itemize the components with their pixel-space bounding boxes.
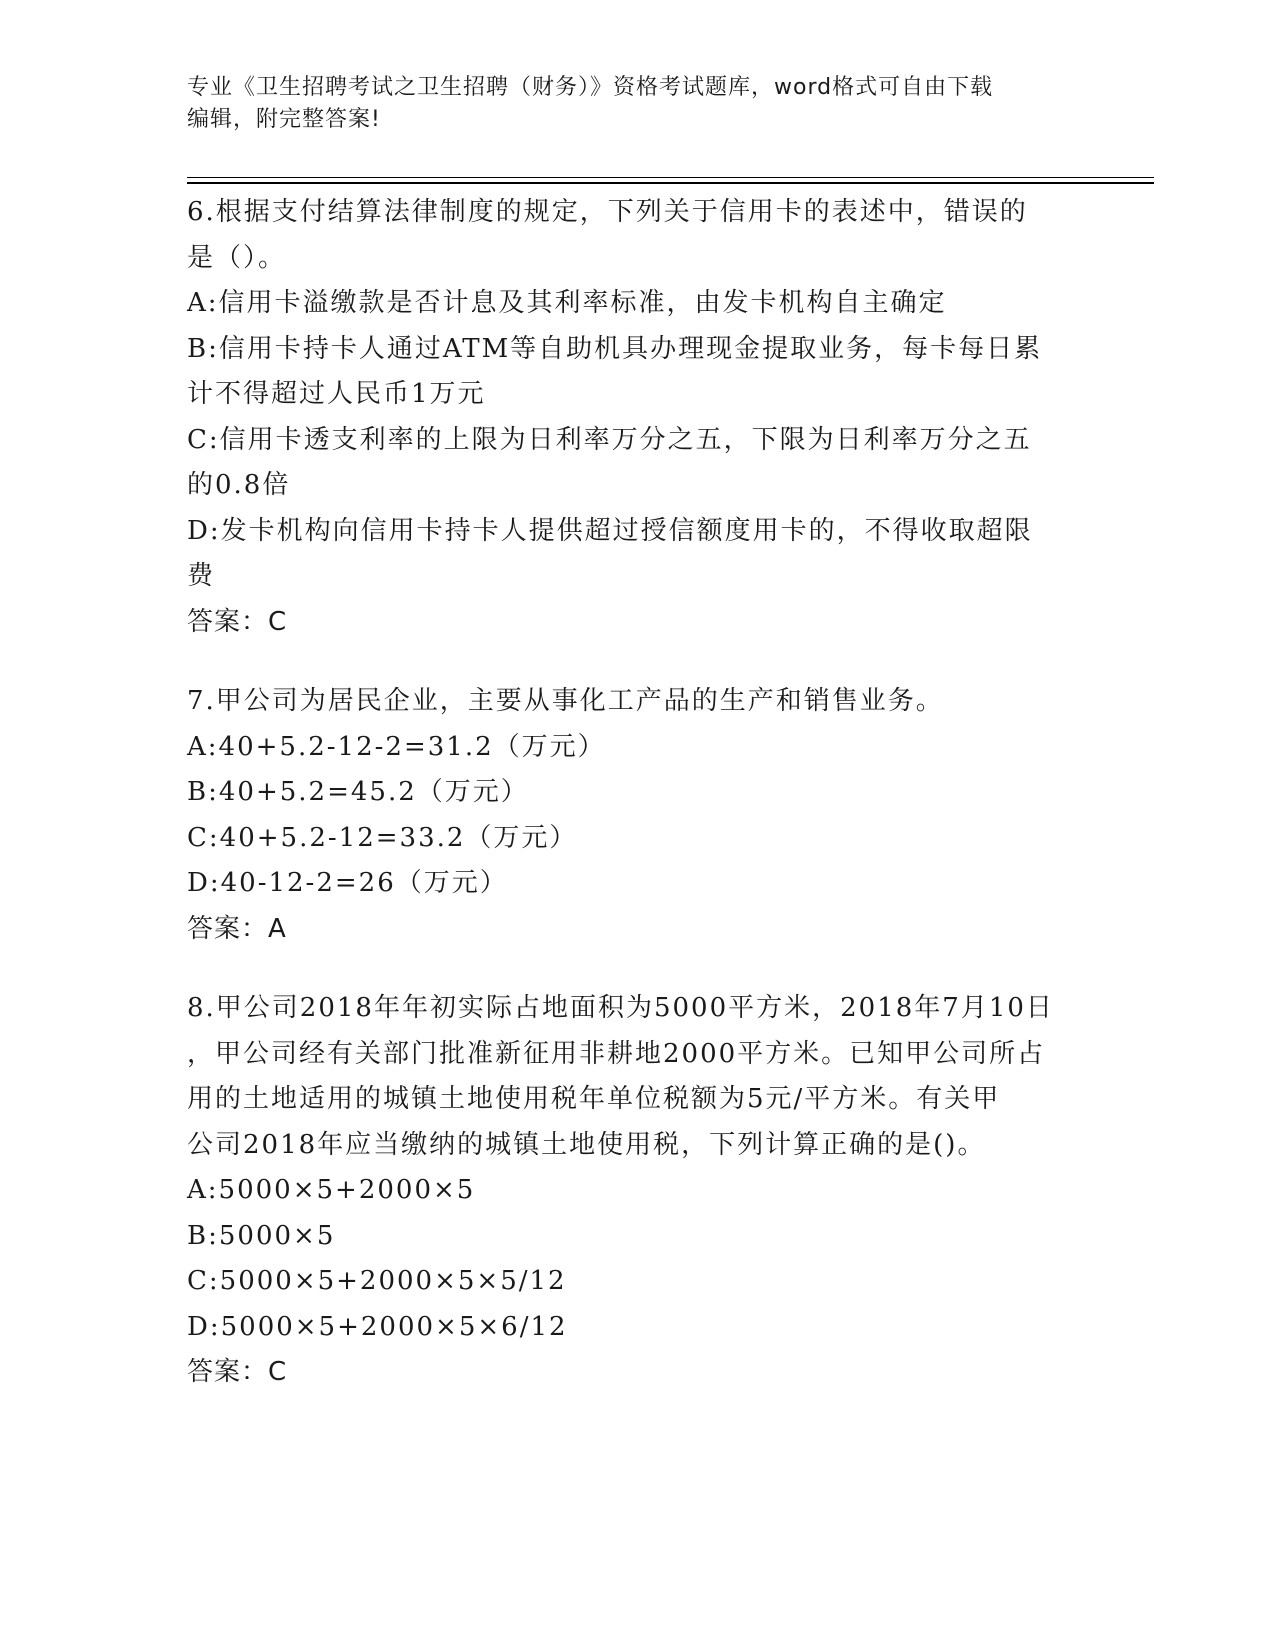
question-stem-line: ，甲公司经有关部门批准新征用非耕地2000平方米。已知甲公司所占: [187, 1038, 1046, 1069]
question-7: [187, 679, 1087, 952]
option-b: B:40+5.2=45.2（万元）: [187, 777, 529, 807]
option-b: B:5000×5: [187, 1220, 336, 1251]
option-a: A:信用卡溢缴款是否计息及其利率标准，由发卡机构自主确定: [187, 288, 947, 318]
option-d: D:发卡机构向信用卡持卡人提供超过授信额度用卡的，不得收取超限: [187, 515, 1033, 546]
question-spacer: [187, 952, 1087, 986]
header-divider-thin: [187, 177, 1154, 178]
question-spacer: [187, 645, 1087, 679]
option-d: D:5000×5+2000×5×6/12: [187, 1311, 568, 1342]
option-c: C:40+5.2-12=33.2（万元）: [187, 822, 578, 853]
question-stem-line: 7.甲公司为居民企业，主要从事化工产品的生产和销售业务。: [187, 686, 944, 716]
question-stem-line: 用的土地适用的城镇土地使用税年单位税额为5元/平方米。有关甲: [187, 1084, 1001, 1114]
document-header: [187, 72, 1067, 136]
option-b: B:信用卡持卡人通过ATM等自助机具办理现金提取业务，每卡每日累: [187, 333, 1043, 364]
question-stem-line: 公司2018年应当缴纳的城镇土地使用税，下列计算正确的是()。: [187, 1129, 986, 1160]
header-line-1: 专业《卫生招聘考试之卫生招聘（财务）》资格考试题库，word格式可自由下载: [187, 75, 994, 100]
option-d: D:40-12-2=26（万元）: [187, 868, 508, 898]
header-divider-thick: [187, 182, 1154, 184]
question-stem-line: 是（）。: [187, 242, 287, 273]
answer-label: 答案：C: [187, 1357, 288, 1387]
option-c: C:信用卡透支利率的上限为日利率万分之五，下限为日利率万分之五: [187, 424, 1032, 455]
option-a: A:40+5.2-12-2=31.2（万元）: [187, 731, 606, 762]
question-6: [187, 190, 1087, 645]
option-c-continued: 的0.8倍: [187, 470, 291, 500]
option-d-continued: 费: [187, 561, 216, 591]
answer-label: 答案：C: [187, 606, 288, 637]
option-c: C:5000×5+2000×5×5/12: [187, 1266, 567, 1296]
header-line-2: 编辑，附完整答案!: [187, 107, 381, 132]
option-b-continued: 计不得超过人民币1万元: [187, 379, 486, 409]
question-list: [187, 190, 1087, 1396]
answer-label: 答案：A: [187, 913, 287, 944]
option-a: A:5000×5+2000×5: [187, 1175, 476, 1205]
question-8: [187, 986, 1087, 1396]
question-stem-line: 8.甲公司2018年年初实际占地面积为5000平方米，2018年7月10日: [187, 993, 1054, 1023]
question-stem-line: 6.根据支付结算法律制度的规定，下列关于信用卡的表述中，错误的: [187, 197, 1028, 227]
